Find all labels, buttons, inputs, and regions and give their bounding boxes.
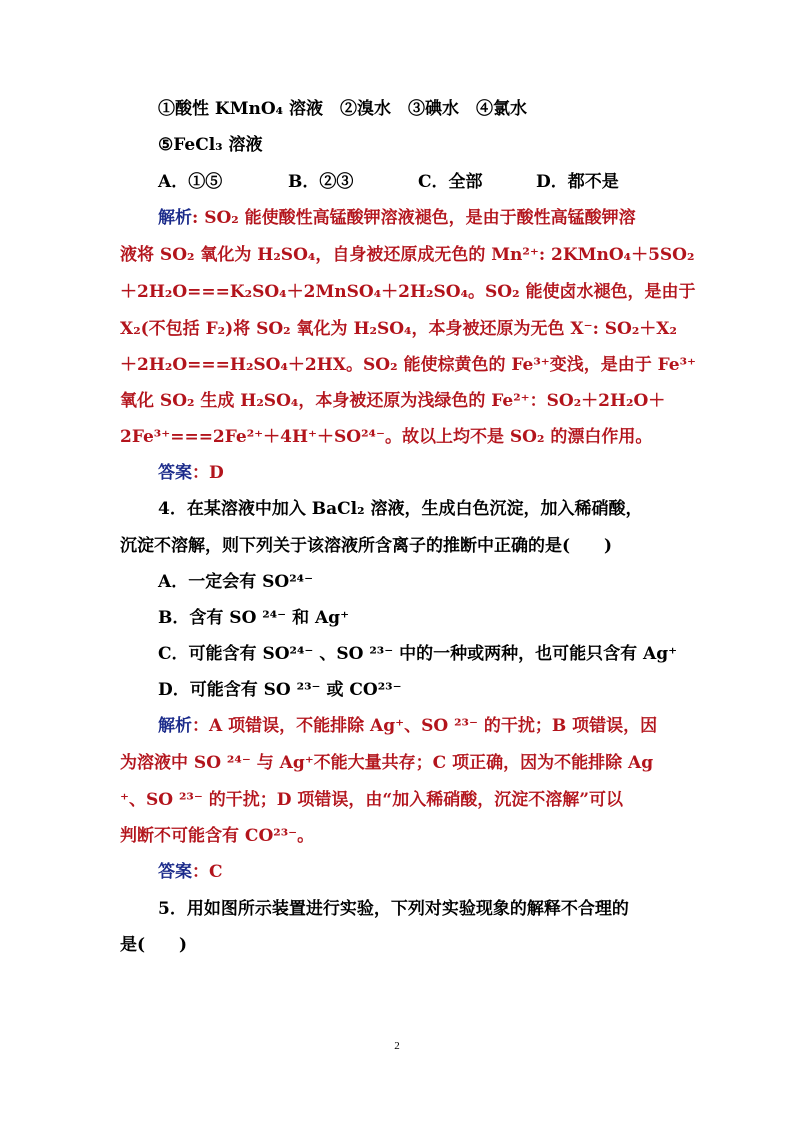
- q3-choice-b: B．②③: [288, 172, 354, 192]
- q4-option-b: B．含有 SO ²⁴⁻ 和 Ag⁺: [158, 608, 350, 628]
- page-number: 2: [394, 1040, 400, 1052]
- q3-answer-label: 答案: [158, 463, 192, 483]
- q5-stem-line-2: 是( ): [120, 935, 188, 955]
- q4-answer-label: 答案: [158, 862, 192, 882]
- q3-analysis-line-4: X₂(不包括 F₂)将 SO₂ 氧化为 H₂SO₄，本身被还原为无色 X⁻: SO₂＋X₂: [120, 319, 677, 339]
- q4-stem-line-2: 沉淀不溶解，则下列关于该溶液所含离子的推断中正确的是( ): [120, 536, 613, 556]
- q3-options-line-1: ①酸性 KMnO₄ 溶液 ②溴水 ③碘水 ④氯水: [158, 99, 528, 119]
- q3-options-line-2: ⑤FeCl₃ 溶液: [158, 135, 263, 155]
- q4-analysis-line-1: 解析：A 项错误，不能排除 Ag⁺、SO ²³⁻ 的干扰；B 项错误，因: [158, 716, 658, 736]
- q3-choice-d: D．都不是: [536, 172, 619, 192]
- q3-analysis-line-2: 液将 SO₂ 氧化为 H₂SO₄，自身被还原成无色的 Mn²⁺: 2KMnO₄＋5SO₂: [120, 245, 695, 265]
- q3-analysis-line-5: ＋2H₂O===H₂SO₄＋2HX。SO₂ 能使棕黄色的 Fe³⁺变浅，是由于 Fe³⁺: [120, 355, 697, 375]
- q4-analysis-line-3: ⁺、SO ²³⁻ 的干扰；D 项错误，由“加入稀硝酸，沉淀不溶解”可以: [120, 790, 623, 810]
- q3-analysis-label: 解析: [158, 208, 192, 228]
- q3-answer: 答案：D: [158, 463, 224, 483]
- q3-analysis-line-1: 解析: SO₂ 能使酸性高锰酸钾溶液褪色，是由于酸性高锰酸钾溶: [158, 208, 636, 228]
- q4-answer: 答案：C: [158, 862, 223, 882]
- q3-choice-a: A．①⑤: [158, 172, 223, 192]
- q4-stem-line-1: 4．在某溶液中加入 BaCl₂ 溶液，生成白色沉淀，加入稀硝酸，: [158, 499, 643, 519]
- q4-option-c: C．可能含有 SO²⁴⁻ 、SO ²³⁻ 中的一种或两种，也可能只含有 Ag⁺: [158, 644, 678, 664]
- q3-choices: [158, 170, 718, 194]
- q4-analysis-line-2: 为溶液中 SO ²⁴⁻ 与 Ag⁺不能大量共存；C 项正确，因为不能排除 Ag: [120, 753, 654, 773]
- q5-stem-line-1: 5．用如图所示装置进行实验，下列对实验现象的解释不合理的: [158, 899, 629, 919]
- q4-analysis-line-4: 判断不可能含有 CO²³⁻。: [120, 826, 315, 846]
- q4-option-a: A．一定会有 SO²⁴⁻: [158, 572, 314, 592]
- q3-analysis-line-7: 2Fe³⁺===2Fe²⁺＋4H⁺＋SO²⁴⁻。故以上均不是 SO₂ 的漂白作用。: [120, 427, 653, 447]
- q3-analysis-line-6: 氧化 SO₂ 生成 H₂SO₄，本身被还原为浅绿色的 Fe²⁺：SO₂＋2H₂O＋: [120, 391, 666, 411]
- q3-choice-c: C．全部: [418, 172, 483, 192]
- q4-option-d: D．可能含有 SO ²³⁻ 或 CO²³⁻: [158, 680, 402, 700]
- q3-analysis-line-3: ＋2H₂O===K₂SO₄＋2MnSO₄＋2H₂SO₄。SO₂ 能使卤水褪色，是由于: [120, 282, 696, 302]
- q4-analysis-label: 解析: [158, 716, 192, 736]
